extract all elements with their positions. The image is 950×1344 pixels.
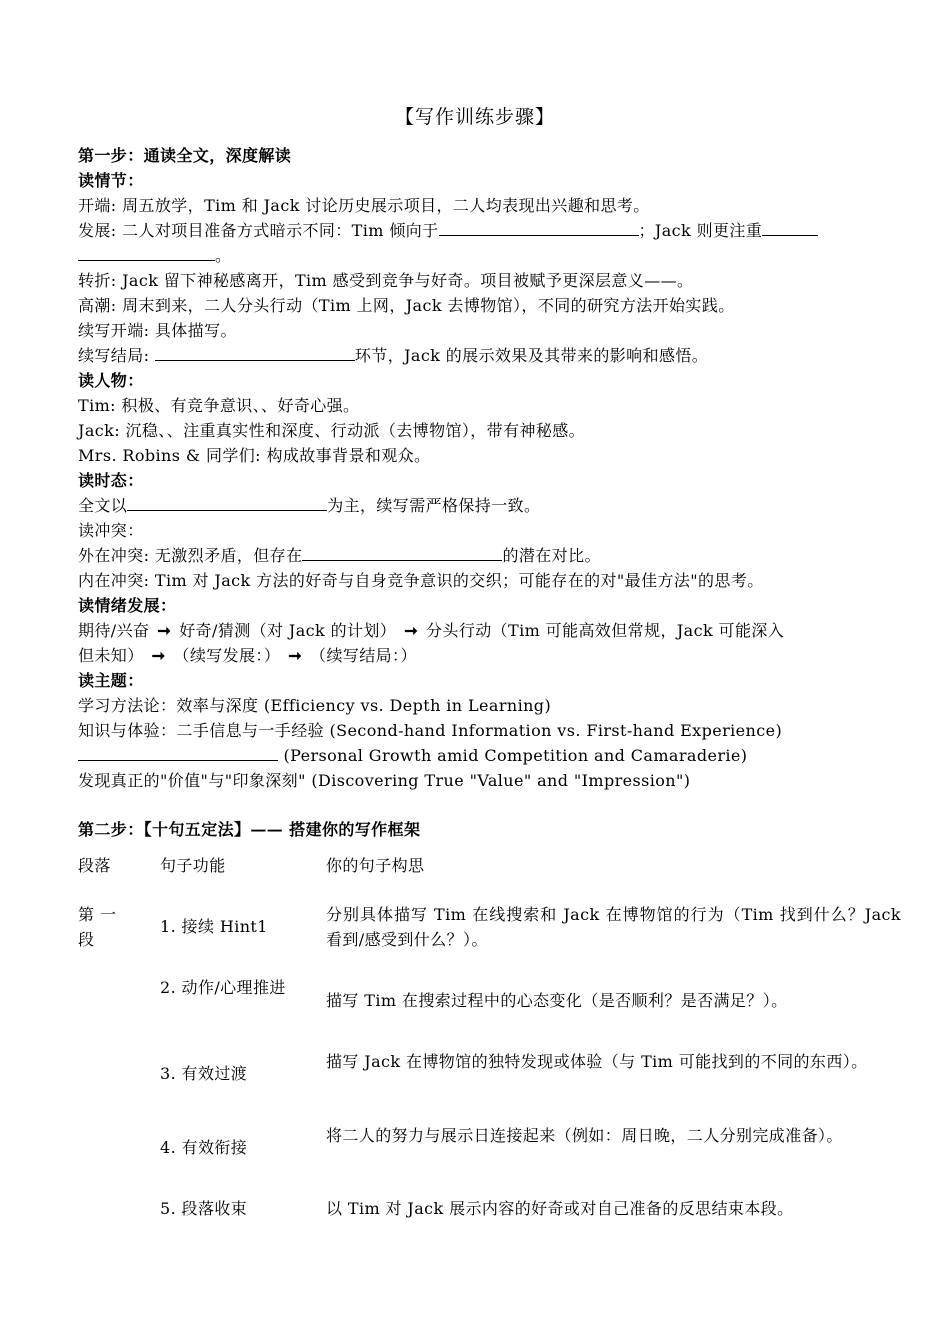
plot-cont-start: 续写开端: 具体描写。: [78, 321, 237, 340]
conflict-ext-text-b: 的潜在对比。: [502, 546, 601, 565]
fill-blank[interactable]: [78, 243, 215, 261]
sentence-idea: 描写 Jack 在博物馆的独特发现或体验（与 Tim 可能找到的不同的东西）。: [326, 1052, 868, 1071]
sentence-function: 1. 接续 Hint1: [160, 917, 268, 936]
emotion-stage: （续写结局：）: [310, 646, 417, 665]
conflict-heading: 读冲突：: [78, 521, 144, 540]
char-jack: Jack: 沉稳、、注重真实性和深度、行动派（去博物馆），带有神秘感。: [78, 421, 586, 440]
paragraph-label: 第一段: [78, 905, 123, 949]
plot-cont-end: [78, 343, 888, 368]
fill-blank[interactable]: [302, 543, 502, 561]
emotion-flow-cont: [78, 643, 888, 668]
arrow-right-icon: ➞: [404, 621, 419, 640]
arrow-right-icon: ➞: [157, 621, 172, 640]
sentence-function: 4. 有效衔接: [160, 1138, 248, 1157]
fill-blank[interactable]: [127, 493, 327, 511]
conflict-internal: 内在冲突: Tim 对 Jack 方法的好奇与自身竞争意识的交织；可能存在的对"最佳方法"的思考。: [78, 571, 764, 590]
conflict-external: [78, 543, 888, 568]
plot-cont-end-text-a: 续写结局:: [78, 346, 155, 365]
arrow-right-icon: ➞: [288, 646, 303, 665]
tense-line: [78, 493, 888, 518]
col-header-function: 句子功能: [160, 856, 226, 875]
plot-dev-text-b: ；Jack 则更注重: [638, 221, 763, 240]
emotion-heading: 读情绪发展：: [78, 596, 177, 615]
char-tim: Tim: 积极、有竞争意识、、好奇心强。: [78, 396, 360, 415]
emotion-stage: 好奇/猜测（对 Jack 的计划）: [179, 621, 397, 640]
tense-text-b: 为主，续写需严格保持一致。: [327, 496, 541, 515]
theme-item: 学习方法论：效率与深度 (Efficiency vs. Depth in Learning): [78, 696, 552, 715]
col-header-idea: 你的句子构思: [326, 856, 425, 875]
plot-development-cont: [78, 243, 888, 268]
tense-text-a: 全文以: [78, 496, 128, 515]
emotion-flow: [78, 618, 888, 643]
emotion-stage: 分头行动（Tim 可能高效但常规，Jack 可能深入: [426, 621, 785, 640]
arrow-right-icon: ➞: [151, 646, 166, 665]
plot-start: 开端: 周五放学，Tim 和 Jack 讨论历史展示项目，二人均表现出兴趣和思考。: [78, 196, 650, 215]
theme-text: (Personal Growth amid Competition and Camaraderie): [283, 746, 748, 765]
sentence-idea: 以 Tim 对 Jack 展示内容的好奇或对自己准备的反思结束本段。: [326, 1199, 794, 1218]
fill-blank[interactable]: [155, 343, 355, 361]
fill-blank[interactable]: [78, 743, 278, 761]
emotion-stage: 期待/兴奋: [78, 621, 150, 640]
page-title: 【写作训练步骤】: [394, 106, 555, 128]
plot-cont-end-text-b: 环节，Jack 的展示效果及其带来的影响和感悟。: [354, 346, 709, 365]
theme-item: [78, 743, 888, 768]
fill-blank[interactable]: [439, 218, 639, 236]
char-heading: 读人物：: [78, 371, 144, 390]
fill-blank[interactable]: [762, 218, 818, 236]
theme-heading: 读主题：: [78, 671, 144, 690]
emotion-stage: 但未知）: [78, 646, 144, 665]
theme-item: 知识与体验：二手信息与一手经验 (Second-hand Information vs. First-hand Experience): [78, 721, 783, 740]
step2-heading: 第二步：【十句五定法】—— 搭建你的写作框架: [78, 820, 421, 839]
sentence-idea: 描写 Tim 在搜索过程中的心态变化（是否顺利？是否满足？）。: [326, 991, 788, 1010]
sentence-function: 3. 有效过渡: [160, 1064, 248, 1083]
theme-item: 发现真正的"价值"与"印象深刻" (Discovering True "Value" and "Impression"): [78, 771, 691, 790]
step1-heading: 第一步：通读全文，深度解读: [78, 146, 292, 165]
col-header-paragraph: 段落: [78, 856, 111, 875]
sentence-idea: 将二人的努力与展示日连接起来（例如：周日晚，二人分别完成准备）。: [326, 1126, 843, 1145]
conflict-ext-text-a: 外在冲突: 无激烈矛盾，但存在: [78, 546, 303, 565]
tense-heading: 读时态：: [78, 471, 144, 490]
sentence-idea: 分别具体描写 Tim 在线搜索和 Jack 在博物馆的行为（Tim 找到什么？Jack 看到/感受到什么？）。: [326, 905, 901, 949]
plot-dev-text-a: 发展: 二人对项目准备方式暗示不同：Tim 倾向于: [78, 221, 439, 240]
sentence-function: 2. 动作/心理推进: [160, 978, 286, 997]
plot-dev-end: 。: [215, 246, 232, 265]
emotion-stage: （续写发展：）: [173, 646, 281, 665]
char-others: Mrs. Robins & 同学们: 构成故事背景和观众。: [78, 446, 431, 465]
plot-turn: 转折: Jack 留下神秘感离开，Tim 感受到竞争与好奇。项目被赋予更深层意义——。: [78, 271, 694, 290]
sentence-function: 5. 段落收束: [160, 1199, 248, 1218]
plot-climax: 高潮: 周末到来，二人分头行动（Tim 上网，Jack 去博物馆），不同的研究方法开始实践。: [78, 296, 735, 315]
plot-development: [78, 218, 888, 243]
plot-heading: 读情节：: [78, 171, 144, 190]
